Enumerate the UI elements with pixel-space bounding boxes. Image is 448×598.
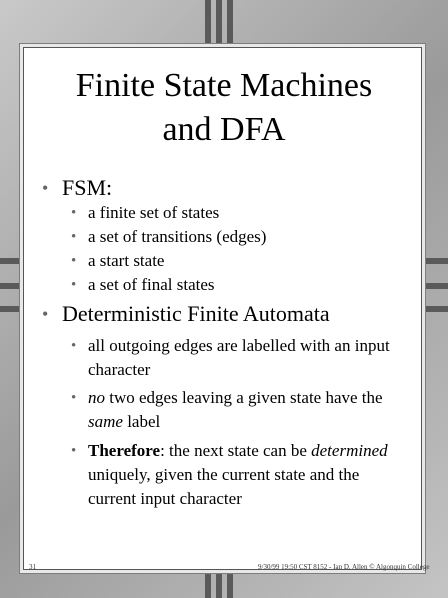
list-item bbox=[71, 249, 165, 273]
fsm-item-text: a set of transitions (edges) bbox=[88, 227, 267, 246]
frame-decor-bottom bbox=[205, 574, 211, 598]
frame-decor-bottom bbox=[227, 574, 233, 598]
frame-decor-top bbox=[216, 0, 222, 43]
bullet-dot-icon: • bbox=[71, 205, 77, 221]
emphasis-no: no bbox=[88, 388, 105, 407]
frame-decor-left bbox=[0, 258, 19, 264]
frame-decor-right bbox=[426, 258, 448, 264]
dfa-item-text: two edges leaving a given state have the bbox=[105, 388, 383, 407]
bullet-fsm bbox=[42, 175, 113, 201]
frame-decor-left bbox=[0, 283, 19, 289]
dfa-item-text: all outgoing edges are labelled with an input character bbox=[88, 336, 390, 379]
list-item bbox=[71, 334, 408, 382]
bullet-dot-icon: • bbox=[71, 443, 77, 459]
dfa-item-text: label bbox=[122, 412, 161, 431]
emphasis-therefore: Therefore bbox=[88, 441, 161, 460]
list-item bbox=[71, 439, 408, 511]
bullet-dot-icon: • bbox=[71, 338, 77, 354]
bullet-dot-icon: • bbox=[71, 390, 77, 406]
frame-decor-right bbox=[426, 306, 448, 312]
bullet-dot-icon: • bbox=[71, 277, 77, 293]
bullet-dot-icon: • bbox=[71, 229, 77, 245]
emphasis-determined: determined bbox=[311, 441, 388, 460]
list-item bbox=[71, 386, 408, 434]
fsm-item-text: a finite set of states bbox=[88, 203, 220, 222]
fsm-heading: FSM: bbox=[62, 175, 113, 200]
list-item bbox=[71, 273, 215, 297]
title-line-2: and DFA bbox=[162, 111, 286, 148]
title-line-1: Finite State Machines bbox=[75, 67, 373, 104]
bullet-dot-icon: • bbox=[42, 304, 49, 324]
page-number: 31 bbox=[29, 563, 36, 571]
frame-decor-right bbox=[426, 283, 448, 289]
frame-decor-top bbox=[205, 0, 211, 43]
footer-info: 9/30/99 19:50 CST 8152 - Ian D. Allen © Algonquin College bbox=[258, 563, 430, 571]
bullet-dot-icon: • bbox=[71, 253, 77, 269]
emphasis-same: same bbox=[88, 412, 123, 431]
frame-decor-left bbox=[0, 306, 19, 312]
bullet-dot-icon: • bbox=[42, 178, 49, 198]
dfa-item-text: : the next state can be bbox=[160, 441, 312, 460]
fsm-item-text: a set of final states bbox=[88, 275, 215, 294]
slide-title bbox=[0, 64, 448, 152]
bullet-dfa bbox=[42, 301, 330, 327]
list-item bbox=[71, 225, 267, 249]
dfa-item-text: uniquely, given the current state and the current input character bbox=[88, 465, 360, 508]
frame-decor-bottom bbox=[216, 574, 222, 598]
list-item bbox=[71, 201, 220, 225]
frame-decor-top bbox=[227, 0, 233, 43]
fsm-item-text: a start state bbox=[88, 251, 165, 270]
dfa-heading: Deterministic Finite Automata bbox=[62, 301, 330, 326]
